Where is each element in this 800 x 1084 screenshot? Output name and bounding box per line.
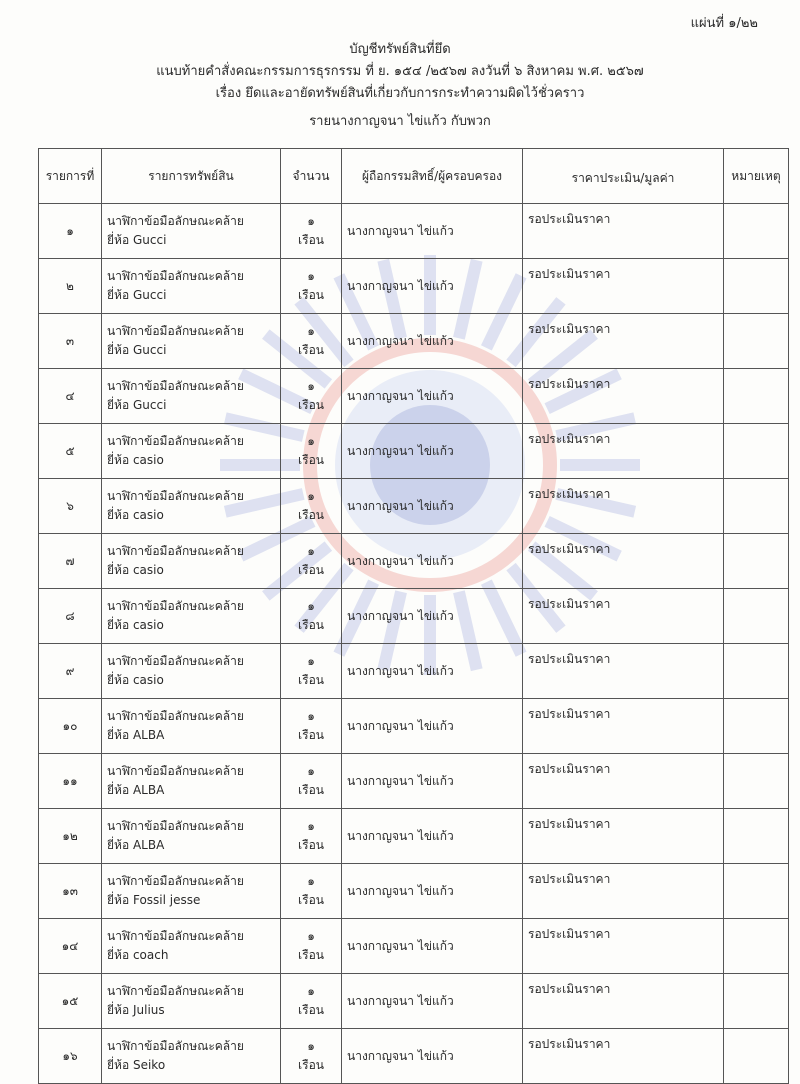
page-number: แผ่นที่ ๑/๒๒ [690, 16, 758, 31]
row-qty [281, 699, 342, 754]
row-item [102, 204, 281, 259]
qty-value: ๑ [307, 379, 315, 393]
qty-unit: เรือน [298, 783, 324, 797]
table-row [39, 1029, 789, 1084]
row-no: ๑๐ [39, 699, 102, 754]
row-remark [724, 754, 789, 809]
row-price: รอประเมินราคา [523, 314, 724, 369]
qty-unit: เรือน [298, 1058, 324, 1072]
row-owner: นางกาญจนา ไข่แก้ว [342, 1029, 523, 1084]
row-owner: นางกาญจนา ไข่แก้ว [342, 314, 523, 369]
header-item: รายการทรัพย์สิน [102, 149, 281, 204]
qty-unit: เรือน [298, 618, 324, 632]
row-qty [281, 424, 342, 479]
row-item [102, 919, 281, 974]
row-price: รอประเมินราคา [523, 809, 724, 864]
row-no: ๖ [39, 479, 102, 534]
header-qty: จำนวน [281, 149, 342, 204]
table-row [39, 699, 789, 754]
row-no: ๑๑ [39, 754, 102, 809]
table-row [39, 919, 789, 974]
row-qty [281, 259, 342, 314]
row-owner: นางกาญจนา ไข่แก้ว [342, 919, 523, 974]
qty-value: ๑ [307, 764, 315, 778]
row-owner: นางกาญจนา ไข่แก้ว [342, 699, 523, 754]
seized-assets-table [38, 148, 789, 1084]
row-price: รอประเมินราคา [523, 1029, 724, 1084]
item-brand: ยี่ห้อ casio [107, 453, 164, 467]
row-qty [281, 1029, 342, 1084]
qty-value: ๑ [307, 544, 315, 558]
document-subject: เรื่อง ยึดและอายัดทรัพย์สินที่เกี่ยวกับการกระทำความผิดไว้ชั่วคราว [215, 86, 585, 101]
row-item [102, 589, 281, 644]
row-owner: นางกาญจนา ไข่แก้ว [342, 534, 523, 589]
row-owner: นางกาญจนา ไข่แก้ว [342, 809, 523, 864]
row-no: ๕ [39, 424, 102, 479]
row-price: รอประเมินราคา [523, 644, 724, 699]
qty-value: ๑ [307, 269, 315, 283]
table-row [39, 424, 789, 479]
row-no: ๗ [39, 534, 102, 589]
row-no: ๙ [39, 644, 102, 699]
row-item [102, 754, 281, 809]
row-no: ๔ [39, 369, 102, 424]
row-item [102, 314, 281, 369]
row-owner: นางกาญจนา ไข่แก้ว [342, 204, 523, 259]
row-item [102, 699, 281, 754]
row-owner: นางกาญจนา ไข่แก้ว [342, 864, 523, 919]
row-price: รอประเมินราคา [523, 534, 724, 589]
header-no: รายการที่ [39, 149, 102, 204]
row-owner: นางกาญจนา ไข่แก้ว [342, 259, 523, 314]
row-owner: นางกาญจนา ไข่แก้ว [342, 369, 523, 424]
row-item [102, 864, 281, 919]
row-remark [724, 644, 789, 699]
item-brand: ยี่ห้อ Gucci [107, 288, 167, 302]
qty-value: ๑ [307, 1039, 315, 1053]
table-row [39, 369, 789, 424]
qty-value: ๑ [307, 929, 315, 943]
item-desc: นาฬิกาข้อมือลักษณะคล้าย [107, 544, 244, 558]
row-price: รอประเมินราคา [523, 754, 724, 809]
item-desc: นาฬิกาข้อมือลักษณะคล้าย [107, 599, 244, 613]
qty-unit: เรือน [298, 838, 324, 852]
qty-value: ๑ [307, 599, 315, 613]
item-brand: ยี่ห้อ coach [107, 948, 169, 962]
row-price: รอประเมินราคา [523, 919, 724, 974]
row-no: ๑๓ [39, 864, 102, 919]
row-owner: นางกาญจนา ไข่แก้ว [342, 974, 523, 1029]
table-row [39, 809, 789, 864]
row-remark [724, 314, 789, 369]
row-no: ๒ [39, 259, 102, 314]
item-brand: ยี่ห้อ Gucci [107, 398, 167, 412]
row-remark [724, 1029, 789, 1084]
row-item [102, 809, 281, 864]
table-row [39, 479, 789, 534]
row-owner: นางกาญจนา ไข่แก้ว [342, 479, 523, 534]
item-desc: นาฬิกาข้อมือลักษณะคล้าย [107, 874, 244, 888]
row-qty [281, 204, 342, 259]
row-price: รอประเมินราคา [523, 479, 724, 534]
qty-unit: เรือน [298, 1003, 324, 1017]
row-remark [724, 259, 789, 314]
row-qty [281, 479, 342, 534]
table-row [39, 644, 789, 699]
item-brand: ยี่ห้อ casio [107, 673, 164, 687]
qty-unit: เรือน [298, 508, 324, 522]
qty-unit: เรือน [298, 398, 324, 412]
row-no: ๑ [39, 204, 102, 259]
qty-value: ๑ [307, 214, 315, 228]
table-row [39, 754, 789, 809]
item-desc: นาฬิกาข้อมือลักษณะคล้าย [107, 324, 244, 338]
row-item [102, 534, 281, 589]
qty-unit: เรือน [298, 453, 324, 467]
row-remark [724, 919, 789, 974]
item-desc: นาฬิกาข้อมือลักษณะคล้าย [107, 654, 244, 668]
header-owner: ผู้ถือกรรมสิทธิ์/ผู้ครอบครอง [342, 149, 523, 204]
item-desc: นาฬิกาข้อมือลักษณะคล้าย [107, 214, 244, 228]
qty-unit: เรือน [298, 343, 324, 357]
item-desc: นาฬิกาข้อมือลักษณะคล้าย [107, 434, 244, 448]
table-row [39, 589, 789, 644]
row-remark [724, 204, 789, 259]
qty-value: ๑ [307, 434, 315, 448]
row-owner: นางกาญจนา ไข่แก้ว [342, 754, 523, 809]
qty-value: ๑ [307, 489, 315, 503]
item-brand: ยี่ห้อ ALBA [107, 838, 165, 852]
item-desc: นาฬิกาข้อมือลักษณะคล้าย [107, 269, 244, 283]
table-row [39, 864, 789, 919]
row-qty [281, 974, 342, 1029]
document-title: บัญชีทรัพย์สินที่ยึด [349, 42, 451, 57]
table-header-row [39, 149, 789, 204]
header-price: ราคาประเมิน/มูลค่า [523, 149, 724, 204]
item-brand: ยี่ห้อ Seiko [107, 1058, 166, 1072]
qty-value: ๑ [307, 709, 315, 723]
item-desc: นาฬิกาข้อมือลักษณะคล้าย [107, 764, 244, 778]
item-brand: ยี่ห้อ ALBA [107, 783, 165, 797]
item-brand: ยี่ห้อ Julius [107, 1003, 165, 1017]
row-qty [281, 919, 342, 974]
item-desc: นาฬิกาข้อมือลักษณะคล้าย [107, 929, 244, 943]
item-brand: ยี่ห้อ Fossil jesse [107, 893, 201, 907]
row-no: ๘ [39, 589, 102, 644]
table-row [39, 314, 789, 369]
row-qty [281, 644, 342, 699]
item-desc: นาฬิกาข้อมือลักษณะคล้าย [107, 709, 244, 723]
qty-value: ๑ [307, 984, 315, 998]
document-subtitle: แนบท้ายคำสั่งคณะกรรมการธุรกรรม ที่ ย. ๑๕๔ /๒๕๖๗ ลงวันที่ ๖ สิงหาคม พ.ศ. ๒๕๖๗ [156, 64, 644, 79]
row-qty [281, 754, 342, 809]
row-remark [724, 699, 789, 754]
row-qty [281, 864, 342, 919]
row-no: ๓ [39, 314, 102, 369]
item-desc: นาฬิกาข้อมือลักษณะคล้าย [107, 1039, 244, 1053]
qty-unit: เรือน [298, 673, 324, 687]
qty-unit: เรือน [298, 288, 324, 302]
row-item [102, 644, 281, 699]
header-remark: หมายเหตุ [724, 149, 789, 204]
item-brand: ยี่ห้อ casio [107, 563, 164, 577]
row-remark [724, 479, 789, 534]
row-price: รอประเมินราคา [523, 204, 724, 259]
row-price: รอประเมินราคา [523, 864, 724, 919]
qty-value: ๑ [307, 324, 315, 338]
item-desc: นาฬิกาข้อมือลักษณะคล้าย [107, 379, 244, 393]
name-line: รายนางกาญจนา ไข่แก้ว กับพวก [309, 114, 491, 129]
row-remark [724, 424, 789, 479]
qty-value: ๑ [307, 654, 315, 668]
row-remark [724, 534, 789, 589]
row-qty [281, 809, 342, 864]
item-desc: นาฬิกาข้อมือลักษณะคล้าย [107, 984, 244, 998]
item-brand: ยี่ห้อ casio [107, 508, 164, 522]
qty-unit: เรือน [298, 563, 324, 577]
row-item [102, 974, 281, 1029]
table-row [39, 534, 789, 589]
row-price: รอประเมินราคา [523, 589, 724, 644]
table-row [39, 204, 789, 259]
row-remark [724, 974, 789, 1029]
qty-value: ๑ [307, 819, 315, 833]
row-owner: นางกาญจนา ไข่แก้ว [342, 589, 523, 644]
row-price: รอประเมินราคา [523, 259, 724, 314]
qty-unit: เรือน [298, 728, 324, 742]
qty-unit: เรือน [298, 893, 324, 907]
row-qty [281, 589, 342, 644]
row-remark [724, 864, 789, 919]
row-item [102, 259, 281, 314]
row-no: ๑๕ [39, 974, 102, 1029]
qty-unit: เรือน [298, 948, 324, 962]
row-remark [724, 589, 789, 644]
row-owner: นางกาญจนา ไข่แก้ว [342, 424, 523, 479]
row-no: ๑๒ [39, 809, 102, 864]
row-no: ๑๔ [39, 919, 102, 974]
row-item [102, 424, 281, 479]
table-row [39, 974, 789, 1029]
row-price: รอประเมินราคา [523, 699, 724, 754]
table-row [39, 259, 789, 314]
row-price: รอประเมินราคา [523, 369, 724, 424]
item-brand: ยี่ห้อ Gucci [107, 343, 167, 357]
row-remark [724, 809, 789, 864]
row-price: รอประเมินราคา [523, 974, 724, 1029]
row-owner: นางกาญจนา ไข่แก้ว [342, 644, 523, 699]
row-item [102, 1029, 281, 1084]
row-qty [281, 369, 342, 424]
item-desc: นาฬิกาข้อมือลักษณะคล้าย [107, 489, 244, 503]
row-qty [281, 534, 342, 589]
item-desc: นาฬิกาข้อมือลักษณะคล้าย [107, 819, 244, 833]
qty-value: ๑ [307, 874, 315, 888]
qty-unit: เรือน [298, 233, 324, 247]
row-price: รอประเมินราคา [523, 424, 724, 479]
item-brand: ยี่ห้อ ALBA [107, 728, 165, 742]
item-brand: ยี่ห้อ Gucci [107, 233, 167, 247]
row-item [102, 369, 281, 424]
row-remark [724, 369, 789, 424]
row-no: ๑๖ [39, 1029, 102, 1084]
row-qty [281, 314, 342, 369]
row-item [102, 479, 281, 534]
item-brand: ยี่ห้อ casio [107, 618, 164, 632]
